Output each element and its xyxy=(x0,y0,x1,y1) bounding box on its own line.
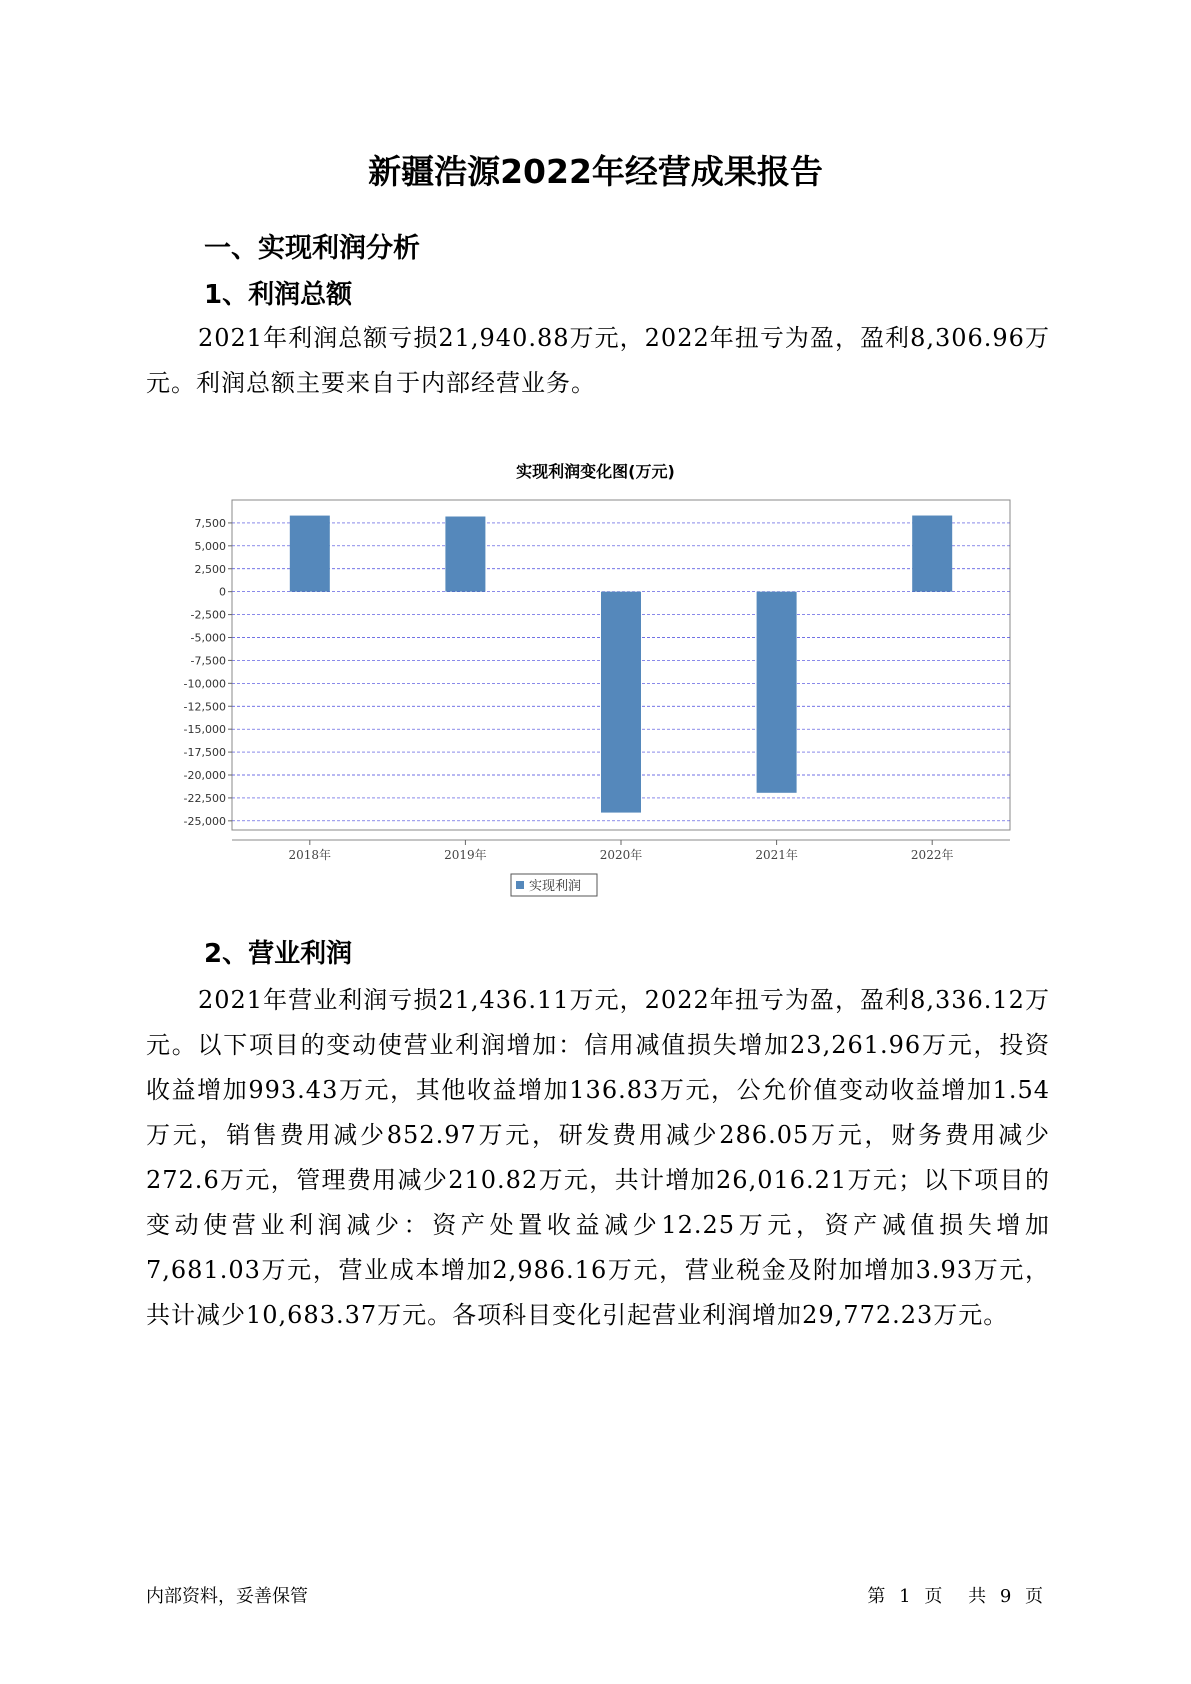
section-heading-profit-analysis: 一、实现利润分析 xyxy=(204,233,420,264)
total-pages: 9 xyxy=(999,1586,1012,1607)
y-tick-label: -5,000 xyxy=(190,631,226,645)
bar-2020年 xyxy=(601,592,641,813)
bar-2018年 xyxy=(290,516,330,592)
bar-2021年 xyxy=(757,592,797,793)
bar-2022年 xyxy=(912,516,952,592)
subheading-total-profit: 1、利润总额 xyxy=(204,280,353,310)
x-tick-label: 2020年 xyxy=(599,848,643,862)
legend-label: 实现利润 xyxy=(529,879,582,894)
footer-confidential-note: 内部资料，妥善保管 xyxy=(146,1586,308,1607)
paragraph-total-profit: 2021年利润总额亏损21,940.88万元，2022年扭亏为盈，盈利8,306.96万元。利润总额主要来自于内部经营业务。 xyxy=(146,324,1050,397)
footer-page-indicator xyxy=(865,1582,1045,1608)
y-tick-label: 5,000 xyxy=(194,539,226,553)
x-tick-label: 2022年 xyxy=(910,848,954,862)
page-unit: 页 xyxy=(924,1586,943,1607)
subheading-operating-profit: 2、营业利润 xyxy=(204,939,353,969)
y-axis-ticks xyxy=(184,517,232,828)
total-unit: 页 xyxy=(1025,1586,1043,1607)
legend-swatch xyxy=(516,881,524,889)
y-tick-label: -10,000 xyxy=(183,677,226,691)
profit-bar-chart xyxy=(160,490,1020,910)
y-tick-label: -2,500 xyxy=(190,608,226,622)
y-tick-label: -17,500 xyxy=(183,746,226,760)
report-title: 新疆浩源2022年经营成果报告 xyxy=(368,152,823,191)
bar-2019年 xyxy=(445,517,485,592)
legend xyxy=(511,874,597,896)
y-tick-label: 7,500 xyxy=(194,516,226,530)
x-tick-label: 2018年 xyxy=(288,848,332,862)
x-tick-label: 2021年 xyxy=(755,848,798,862)
chart-title: 实现利润变化图(万元) xyxy=(516,462,675,481)
y-tick-label: -22,500 xyxy=(183,791,226,805)
y-tick-label: -25,000 xyxy=(183,814,226,828)
page-number: 1 xyxy=(899,1586,911,1607)
total-prefix: 共 xyxy=(968,1586,987,1607)
y-tick-label: -7,500 xyxy=(190,654,226,668)
y-tick-label: -20,000 xyxy=(183,769,226,782)
x-tick-label: 2019年 xyxy=(444,848,487,862)
y-tick-label: -15,000 xyxy=(183,723,226,737)
y-tick-label: 2,500 xyxy=(194,562,226,576)
paragraph-operating-profit: 2021年营业利润亏损21,436.11万元，2022年扭亏为盈，盈利8,336.12万元。以下项目的变动使营业利润增加：信用减值损失增加23,261.96万元，投资收益增加993.43万元，其他收益增加136.83万元，公允价值变动收益增加1.54万元，销售费用减少852.97万元，研发费用减少286.05万元，财务费用减少272.6万元，管理费用减少210.82万元，共计增加26,016.21万元；以下项目的变动使营业利润减少：资产处置收益减少12.25万元，资产减值损失增加7,681.03万元，营业成本增加2,986.16万元，营业税金及附加增加3.93万元，共计减少10,683.37万元。各项科目变化引起营业利润增加29,772.23万元。 xyxy=(146,986,1050,1329)
page-prefix: 第 xyxy=(867,1586,886,1607)
y-tick-label: -12,500 xyxy=(183,700,226,714)
y-tick-label: 0 xyxy=(219,585,226,599)
x-axis-ticks xyxy=(289,840,954,862)
